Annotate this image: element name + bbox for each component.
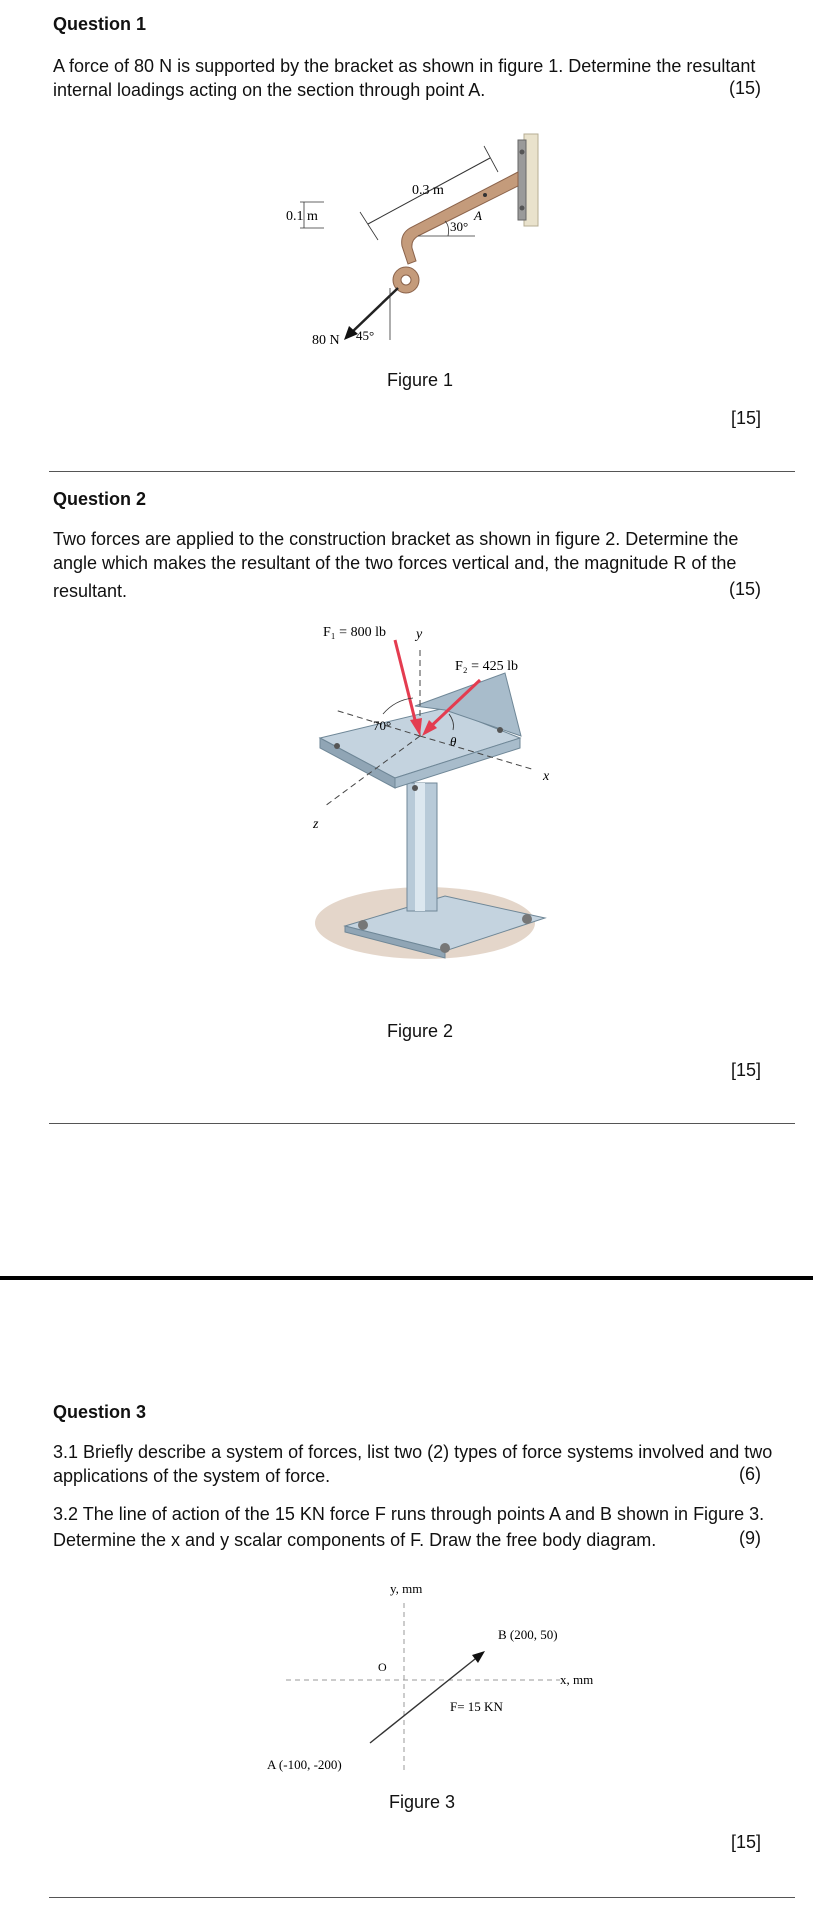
- point-a-label: A (-100, -200): [267, 1757, 342, 1772]
- wall-bolt-top: [520, 150, 525, 155]
- q2-points: (15): [728, 579, 761, 599]
- base-bolt-3: [522, 914, 532, 924]
- dim-horizontal-label: 0.3 m: [412, 183, 444, 198]
- q3-p1-line2: applications of the system of force.: [53, 1466, 331, 1486]
- y-axis-label: y, mm: [390, 1581, 423, 1596]
- origin-label: O: [378, 1660, 387, 1674]
- flange-bolt-1: [334, 743, 340, 749]
- q3-p2-line2: Determine the x and y scalar components of F. Draw the free body diagram.: [53, 1530, 657, 1550]
- x-axis-label: x, mm: [560, 1672, 594, 1687]
- bracket-eye-hole: [401, 275, 411, 285]
- z-axis-label: z: [313, 817, 319, 832]
- force-label: F= 15 KN: [450, 1699, 503, 1714]
- q1-text-line2: internal loadings acting on the section through point A.: [53, 80, 486, 100]
- page-separator: [0, 1276, 813, 1280]
- figure-3-caption: Figure 3: [388, 1792, 456, 1812]
- q1-total: [15]: [730, 408, 761, 428]
- dim-vertical-label: 0.1 m: [286, 209, 318, 224]
- q2-text-line3: resultant.: [53, 581, 128, 601]
- y-axis-label: y: [416, 627, 423, 642]
- q3-title: Question 3: [53, 1402, 147, 1422]
- divider-q2: [49, 1123, 795, 1124]
- q3-total: [15]: [730, 1832, 761, 1852]
- figure-2-construction-bracket: [295, 618, 565, 973]
- divider-q3: [49, 1897, 795, 1898]
- point-a-label: A: [474, 208, 482, 223]
- dim-extension-left: [360, 212, 378, 240]
- figure-2-caption: Figure 2: [386, 1021, 454, 1041]
- force-arrowhead: [472, 1651, 485, 1663]
- force-80n-label: 80 N: [312, 333, 340, 348]
- angle-70-label: 70°: [373, 718, 392, 733]
- wall-bolt-bottom: [520, 206, 525, 211]
- base-bolt-1: [358, 920, 368, 930]
- q2-text-line2: angle which makes the resultant of the two forces vertical and, the magnitude R of the: [53, 553, 737, 573]
- figure-1-bracket: [286, 128, 560, 350]
- dim-extension-right: [484, 146, 498, 172]
- angle-45-label: 45°: [356, 328, 375, 343]
- angle-30-label: 30°: [450, 219, 469, 234]
- q2-title: Question 2: [53, 489, 147, 509]
- figure-3-coordinate-plot: [260, 1575, 620, 1785]
- angle-70-arc: [383, 698, 413, 714]
- angle-theta-label: θ: [450, 734, 457, 749]
- q3-p1-line1: 3.1 Briefly describe a system of forces, list two (2) types of force systems involved and two: [53, 1442, 773, 1462]
- divider-q1: [49, 471, 795, 472]
- figure-1-caption: Figure 1: [386, 370, 454, 390]
- column-highlight: [415, 783, 425, 911]
- q3-p2-line1: 3.2 The line of action of the 15 KN force F runs through points A and B shown in Figure 3.: [53, 1504, 765, 1524]
- q2-total: [15]: [730, 1060, 761, 1080]
- q1-text-line1: A force of 80 N is supported by the bracket as shown in figure 1. Determine the resultant: [53, 56, 756, 76]
- flange-bolt-2: [412, 785, 418, 791]
- point-a-marker: [483, 193, 487, 197]
- angle-30-arc: [445, 221, 449, 236]
- point-b-label: B (200, 50): [498, 1627, 558, 1642]
- f1-label: F₁ = 800 lb: [323, 625, 386, 640]
- q2-text-line1: Two forces are applied to the construction bracket as shown in figure 2. Determine the: [53, 529, 739, 549]
- q3-p2-points: (9): [739, 1528, 761, 1548]
- q3-p1-points: (6): [739, 1464, 761, 1484]
- flange-bolt-3: [497, 727, 503, 733]
- base-bolt-2: [440, 943, 450, 953]
- q1-points: (15): [728, 78, 761, 98]
- x-axis-label: x: [543, 769, 550, 784]
- f2-label: F₂ = 425 lb: [455, 659, 518, 674]
- force-f1-line: [395, 640, 416, 724]
- q1-title: Question 1: [53, 14, 147, 34]
